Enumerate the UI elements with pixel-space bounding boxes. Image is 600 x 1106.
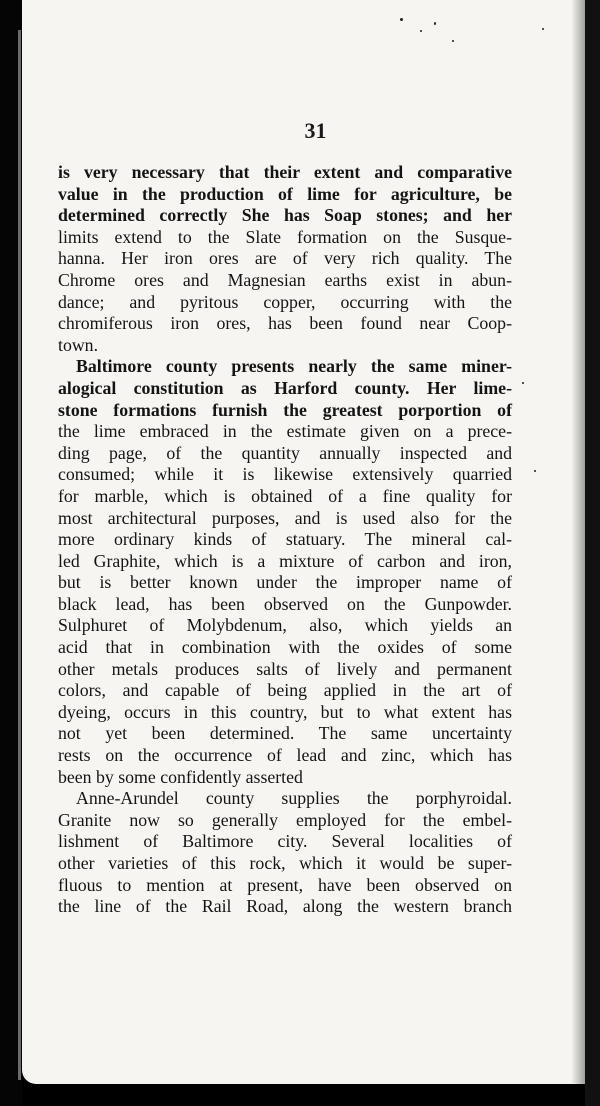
speck (452, 40, 454, 42)
body-text (58, 162, 512, 918)
paragraph-1 (58, 162, 512, 356)
text-line: more ordinary kinds of statuary. The mineral cal- (58, 529, 512, 550)
binding-edge-line (18, 30, 21, 1080)
book-page (22, 0, 585, 1084)
text-line: been by some confidently asserted (58, 766, 303, 787)
speck (522, 382, 524, 384)
text-line: other metals produces salts of lively and permanent (58, 658, 512, 679)
text-line: dyeing, occurs in this country, but to what extent has (58, 701, 512, 722)
text-line: but is better known under the improper name of (58, 572, 512, 593)
text-line: rests on the occurrence of lead and zinc, which has (58, 745, 512, 766)
text-line: chromiferous iron ores, has been found near Coop- (58, 313, 512, 334)
text-line: fluous to mention at present, have been observed on (58, 874, 512, 895)
text-line: for marble, which is obtained of a fine quality for (58, 485, 512, 506)
text-line: town. (58, 334, 99, 355)
text-line: Sulphuret of Molybdenum, also, which yields an (58, 615, 512, 636)
text-line: hanna. Her iron ores are of very rich quality. The (58, 248, 512, 269)
text-line: Anne-Arundel county supplies the porphyroidal. (76, 788, 512, 809)
text-line: Baltimore county presents nearly the same miner- (76, 356, 512, 377)
speck (434, 22, 436, 25)
scan-right-border (585, 0, 600, 1106)
speck (542, 28, 544, 30)
paragraph-2 (58, 356, 512, 788)
text-line: most architectural purposes, and is used also for the (58, 507, 512, 528)
text-line: the lime embraced in the estimate given on a prece- (58, 421, 512, 442)
text-line: other varieties of this rock, which it would be super- (58, 853, 512, 873)
text-line: colors, and capable of being applied in the art of (58, 680, 512, 701)
text-line: Granite now so generally employed for the embel- (58, 809, 512, 830)
text-line: is very necessary that their extent and comparative (58, 162, 512, 182)
speck (534, 470, 536, 472)
speck (400, 18, 403, 21)
paragraph-3 (58, 788, 512, 918)
text-line: not yet been determined. The same uncertainty (58, 723, 512, 744)
text-line: limits extend to the Slate formation on the Susque- (58, 226, 512, 247)
text-line: black lead, has been observed on the Gunpowder. (58, 593, 512, 614)
text-line: the line of the Rail Road, along the western branch (58, 896, 512, 917)
text-line: value in the production of lime for agriculture, be (58, 183, 512, 204)
text-line: alogical constitution as Harford county. Her lime- (58, 377, 512, 398)
speck (420, 30, 422, 32)
page-number: 31 (304, 118, 327, 143)
text-line: led Graphite, which is a mixture of carbon and iron, (58, 550, 512, 571)
text-line: acid that in combination with the oxides of some (58, 637, 512, 658)
text-line: consumed; while it is likewise extensively quarried (58, 464, 512, 485)
text-line: dance; and pyritous copper, occurring with the (58, 291, 512, 312)
text-line: lishment of Baltimore city. Several localities of (58, 831, 512, 852)
text-line: Chrome ores and Magnesian earths exist in abun- (58, 269, 512, 290)
text-line: ding page, of the quantity annually inspected and (58, 442, 512, 463)
text-line: stone formations furnish the greatest porportion of (58, 399, 512, 420)
text-line: determined correctly She has Soap stones; and her (58, 205, 512, 226)
page-gutter-shadow (571, 0, 585, 1084)
